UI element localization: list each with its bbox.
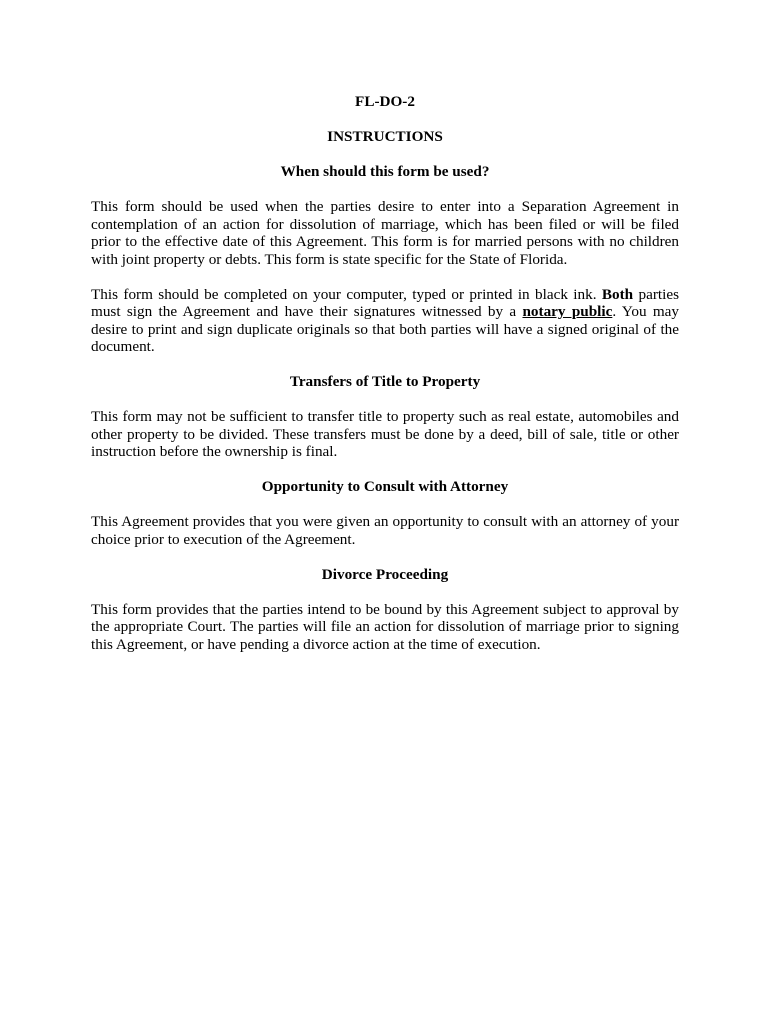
paragraph-completion	[91, 286, 679, 356]
completion-text-1: This form should be completed on your computer, typed or printed in black ink.	[91, 285, 602, 303]
both-emphasis: Both	[601, 285, 634, 303]
section-heading-divorce: Divorce Proceeding	[321, 565, 449, 583]
document-page	[91, 93, 679, 653]
paragraph-divorce: This form provides that the parties intend to be bound by this Agreement subject to approval by the appropriate Court. The parties will file an action for dissolution of marriage prior to signing this Agreement, or have pending a divorce action at the time of execution.	[91, 600, 679, 653]
section-heading-when-used: When should this form be used?	[280, 163, 490, 180]
paragraph-when-used: This form should be used when the parties desire to enter into a Separation Agreement in contemplation of an action for dissolution of marriage, which has been filed or will be filed prior to the effective date of this Agreement. This form is for married persons with no children with joint property or debts. This form is state specific for the State of Florida.	[91, 198, 679, 268]
section-heading-attorney: Opportunity to Consult with Attorney	[261, 478, 509, 495]
document-title: INSTRUCTIONS	[327, 128, 443, 145]
paragraph-transfers: This form may not be sufficient to transfer title to property such as real estate, automobiles and other property to be divided. These transfers must be done by a deed, bill of sale, title or other instruction before the ownership is final.	[91, 408, 679, 460]
paragraph-attorney: This Agreement provides that you were given an opportunity to consult with an attorney of your choice prior to execution of the Agreement.	[91, 513, 679, 548]
form-code: FL-DO-2	[355, 93, 415, 110]
completion-text-3: . You may desire to print and sign duplicate originals so that both parties will have a signed original of the document.	[91, 303, 680, 355]
completion-text-2: parties must sign the Agreement and have their signatures witnessed by a	[91, 285, 679, 320]
section-heading-transfers: Transfers of Title to Property	[289, 373, 481, 390]
notary-public-link[interactable]: notary public	[522, 303, 613, 320]
